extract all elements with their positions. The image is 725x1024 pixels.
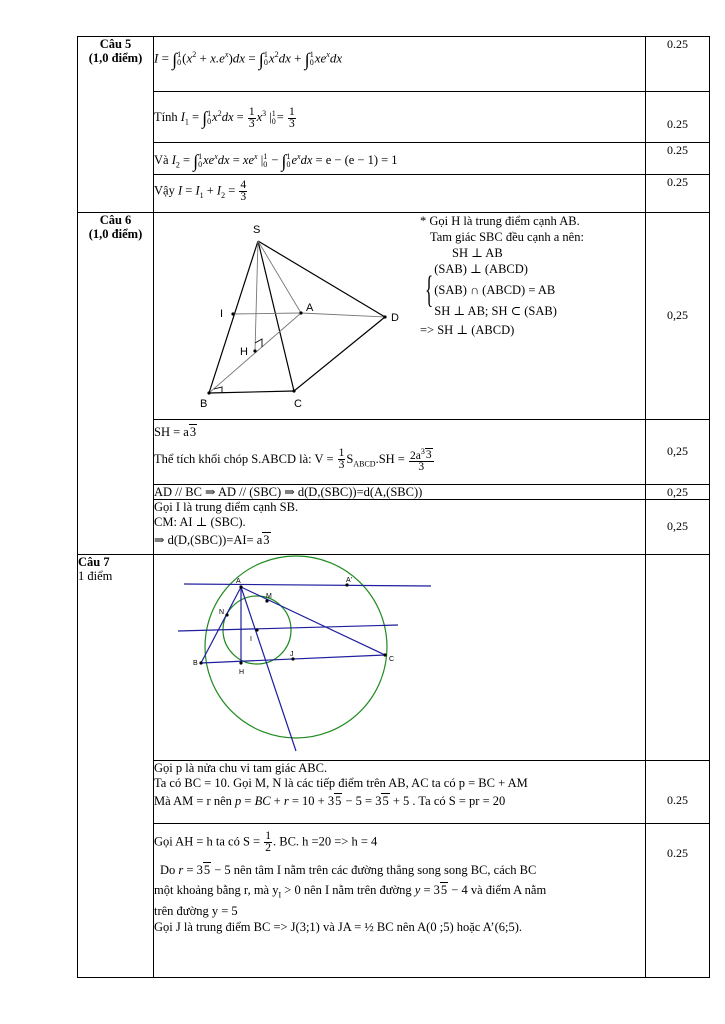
q6-points: (1,0 điểm)	[88, 226, 143, 241]
q6-label	[78, 212, 154, 554]
q7-row2-line3: Mà AM = r nên p = BC + r = 10 + 35 − 5 = 35 + 5 . Ta có S = pr = 20	[154, 793, 506, 808]
q7-row2-score: 0.25	[646, 760, 710, 823]
q6-sys3: SH ⊥ AB; SH ⊂ (SAB)	[434, 303, 557, 318]
q6-side-line3: SH ⊥ AB	[452, 245, 503, 260]
edge-AD	[301, 313, 385, 317]
answer-table	[77, 36, 710, 978]
edge-SD	[258, 241, 385, 317]
q6-side-line1: * Gọi H là trung điểm cạnh AB.	[420, 213, 580, 228]
q6-row2-score: 0,25	[646, 419, 710, 484]
q7-points: 1 điểm	[78, 568, 113, 583]
q5-row3-score: 0.25	[646, 143, 710, 175]
q5-row3-text: Và	[154, 153, 169, 168]
label-M: M	[266, 592, 272, 600]
q7-row2-line1: Gọi p là nửa chu vi tam giác ABC.	[154, 760, 328, 775]
q6-row1-content	[154, 212, 646, 419]
line-y5	[184, 584, 431, 586]
q5-row4-text: Vậy	[154, 183, 175, 198]
side-AC	[241, 587, 385, 655]
q7-row3-line2: Do r = 35 − 5 nên tâm I nằm trên các đường thẳng song song BC, cách BC	[160, 862, 537, 877]
q6-row4-line2: CM: AI ⊥ (SBC).	[154, 514, 246, 529]
right-angle-H	[255, 339, 262, 347]
q5-points: (1,0 điểm)	[88, 51, 143, 65]
pyramid-figure	[154, 213, 409, 419]
label-H: H	[239, 668, 245, 676]
q6-row3-score: 0,25	[646, 484, 710, 499]
q6-row3-content: AD // BC ⇒ AD // (SBC) ⇒ d(D,(SBC))=d(A,(SBC))	[154, 484, 646, 499]
q6-row4-line1: Gọi I là trung điểm cạnh SB.	[154, 499, 299, 514]
q5-title: Câu 5	[99, 37, 132, 51]
label-A: A	[236, 577, 241, 585]
line-AI	[241, 587, 296, 751]
q6-row2-content	[154, 419, 646, 484]
side-AB	[201, 587, 241, 663]
circle-figure	[154, 555, 454, 760]
q7-label	[78, 554, 154, 977]
q6-row4-line3: ⇒ d(D,(SBC))=AI= a3	[154, 532, 270, 547]
label-H: H	[240, 345, 248, 358]
q7-row1-content	[154, 554, 646, 760]
q5-row2-score: 0.25	[646, 92, 710, 143]
label-I: I	[250, 635, 252, 643]
q5-label	[78, 37, 154, 213]
height-SH	[255, 241, 258, 351]
q6-sys2: (SAB) ∩ (ABCD) = AB	[434, 282, 556, 297]
q6-volume-line: Thể tích khối chóp S.ABCD là: V = $\frac{1}{3}$ $S_{ABCD}.SH$ = $\frac{2a^33}{3}$	[154, 446, 432, 474]
q7-row2-line2: Ta có BC = 10. Gọi M, N là các tiếp điểm trên AB, AC ta có p = BC + AM	[154, 775, 528, 790]
q7-title: Câu 7	[78, 554, 110, 569]
label-I: I	[220, 307, 224, 320]
q6-sys1: (SAB) ⊥ (ABCD)	[434, 261, 528, 276]
q5-row1-content	[154, 37, 646, 92]
edge-CD	[294, 317, 385, 391]
q5-integral-def: I = ∫ 1 0 $(x^2 + x.e^x)dx$ = ∫ 1 0 $x^2dx$ + ∫ 1 0 $xe^xdx$	[154, 49, 343, 70]
circumcircle	[205, 556, 387, 738]
line-I	[178, 625, 398, 631]
q7-row3-line4: trên đường y = 5	[154, 904, 238, 919]
q6-sh-line: SH = a3	[154, 424, 197, 439]
edge-BA	[209, 313, 301, 393]
q7-row2-content	[154, 760, 646, 823]
q7-row3-score: 0.25	[646, 823, 710, 977]
segment-IA	[233, 313, 301, 314]
label-S: S	[253, 223, 261, 236]
q5-row3-tail: = e − (e − 1) = 1	[315, 153, 398, 168]
label-A: A	[306, 301, 314, 314]
label-B: B	[200, 397, 208, 410]
label-C: C	[294, 397, 302, 410]
q6-row1-score: 0,25	[646, 212, 710, 419]
label-C: C	[389, 655, 395, 663]
q7-row3-content	[154, 823, 646, 977]
q5-row2-text: Tính	[154, 110, 178, 125]
q7-row1-score	[646, 554, 710, 760]
q6-row4-score: 0,25	[646, 499, 710, 554]
label-D: D	[391, 311, 399, 324]
q7-row3-line3: một khoảng bằng r, mà $y_I > 0$ nên I nằm trên đường y = 35 − 4 và điểm A nằm	[154, 882, 547, 900]
label-J: J	[290, 650, 294, 658]
q6-title: Câu 6	[99, 212, 132, 227]
q5-row4-score: 0.25	[646, 174, 710, 212]
edge-SB	[209, 241, 258, 393]
q5-row4-content: Vậy $I = I_1 + I_2$ = $\frac{4}{3}$	[154, 174, 646, 212]
q5-row1-score: 0.25	[646, 37, 710, 92]
q7-row3-line5: Gọi J là trung điểm BC => J(3;1) và JA = ½ BC nên A(0 ;5) hoặc A’(6;5).	[154, 920, 522, 935]
q6-system: { (SAB) ⊥ (ABCD) (SAB) ∩ (ABCD) = AB SH ⊥ AB; SH ⊂ (SAB)	[420, 259, 584, 322]
label-B: B	[193, 659, 198, 667]
q6-conclusion: => SH ⊥ (ABCD)	[420, 322, 515, 337]
label-N: N	[219, 608, 225, 616]
label-A-prime: A'	[346, 576, 353, 584]
q6-row4-content	[154, 499, 646, 554]
q5-row2-content: Tính $I_1$ = ∫ 1 0 $x^2dx$ = $\frac{1}{3}$ $x^3$ | 1 0 = $\frac{1}{3}$	[154, 92, 646, 143]
q7-row3-line1: Gọi AH = h ta có S = $\frac{1}{2}$ . BC. h =20 => h = 4	[154, 829, 378, 854]
q6-side-line2: Tam giác SBC đều cạnh a nên:	[430, 229, 584, 244]
edge-SC	[258, 241, 294, 391]
q5-row3-content: Và $I_2$ = ∫ 1 0 $xe^xdx = xe^x$ | 1 0 − ∫ 1 0 $e^xdx = e - (e - 1) = 1$	[154, 143, 646, 175]
q6-side-text	[420, 213, 584, 338]
edge-SA	[258, 241, 301, 313]
